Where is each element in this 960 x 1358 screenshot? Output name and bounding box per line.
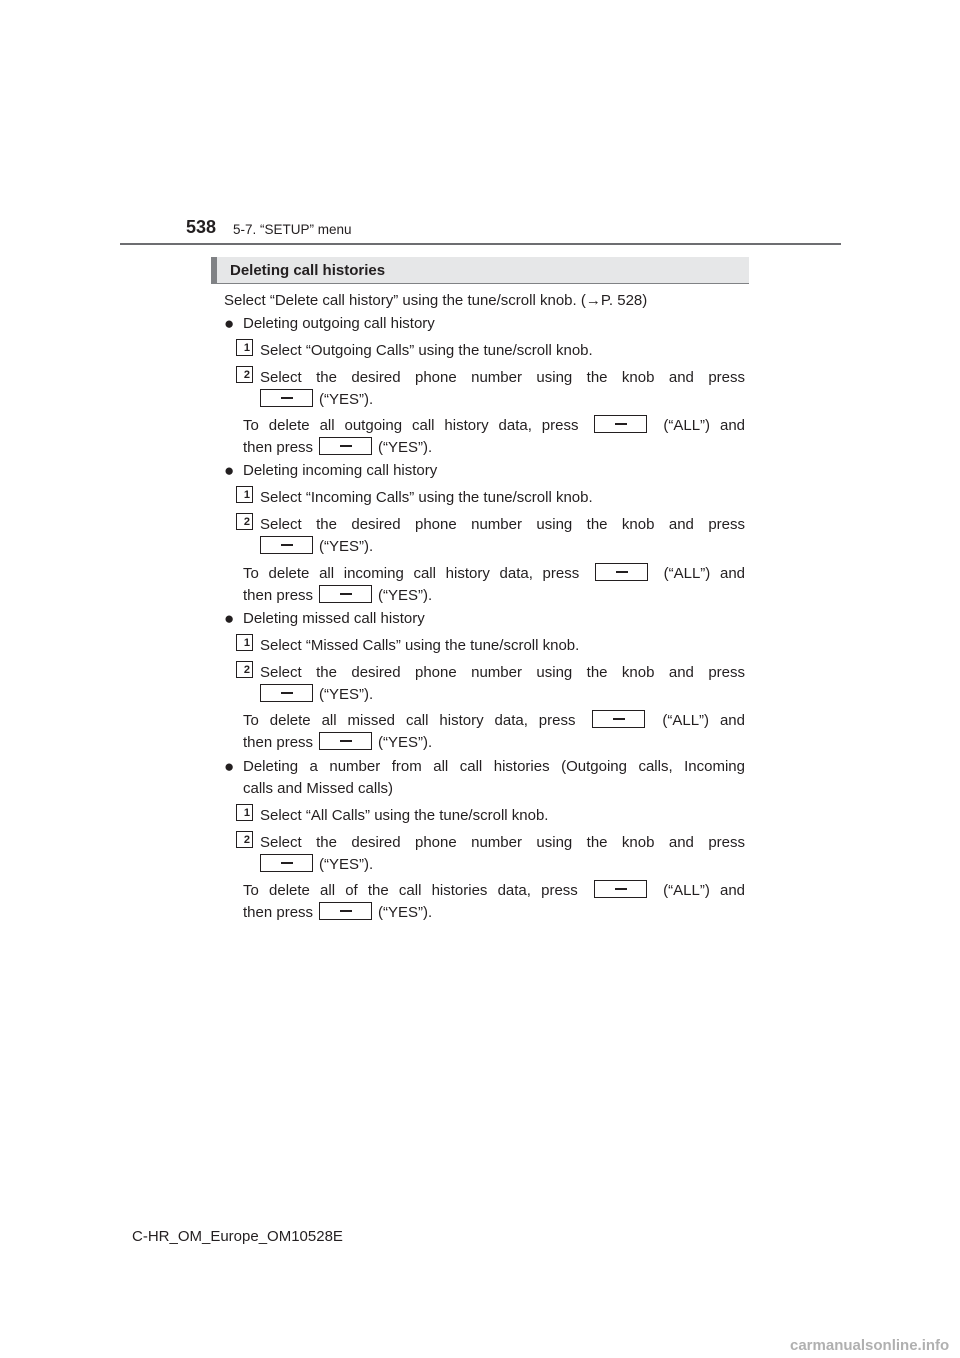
all-before: To delete all outgoing call history data, press (243, 417, 579, 434)
footer-doc-id: C-HR_OM_Europe_OM10528E (132, 1228, 343, 1245)
bullet-all (224, 756, 745, 778)
step-2-text: Select the desired phone number using the knob and press (260, 516, 745, 533)
yes-label: (“YES”). (319, 686, 374, 703)
step-2-box: 2 (236, 831, 253, 848)
then-line (224, 585, 745, 607)
yes-button-icon (260, 389, 313, 407)
step-2-text: Select the desired phone number using the knob and press (260, 369, 745, 386)
then-line (224, 732, 745, 754)
then-yes: (“YES”). (378, 734, 433, 751)
intro-text: Select “Delete call history” using the tune/scroll knob. (→P. 528) (224, 292, 648, 309)
section-title: 5-7. “SETUP” menu (233, 222, 352, 237)
all-line (224, 880, 745, 902)
step-1-text: Select “Incoming Calls” using the tune/scroll knob. (260, 489, 593, 506)
step-1-box: 1 (236, 486, 253, 503)
bullet-label: Deleting outgoing call history (243, 315, 435, 332)
bullet-icon: ● (224, 314, 235, 333)
all-button-icon (594, 415, 647, 433)
yes-label: (“YES”). (319, 538, 374, 555)
then-yes: (“YES”). (378, 587, 433, 604)
step-1-text: Select “Outgoing Calls” using the tune/scroll knob. (260, 342, 593, 359)
then-press: then press (243, 439, 314, 456)
heading-underline (211, 283, 749, 284)
then-press: then press (243, 587, 314, 604)
heading-text: Deleting call histories (230, 262, 386, 279)
yes-button-icon (260, 536, 313, 554)
yes-line (224, 854, 745, 876)
yes-line (224, 536, 745, 558)
then-button-icon (319, 902, 372, 920)
heading-bar (211, 257, 749, 283)
all-button-icon (594, 880, 647, 898)
then-button-icon (319, 585, 372, 603)
step-2-text: Select the desired phone number using the knob and press (260, 664, 745, 681)
step-2-box: 2 (236, 513, 253, 530)
bullet-label-line2: calls and Missed calls) (243, 780, 394, 797)
all-line (224, 563, 745, 585)
all-after: (“ALL”) and (663, 565, 746, 582)
then-button-icon (319, 437, 372, 455)
step-2-text: Select the desired phone number using the knob and press (260, 834, 745, 851)
all-before: To delete all missed call history data, press (243, 712, 576, 729)
bullet-label: Deleting missed call history (243, 610, 425, 627)
all-line (224, 415, 745, 437)
then-yes: (“YES”). (378, 904, 433, 921)
page-number: 538 (186, 217, 217, 237)
step-2-box: 2 (236, 661, 253, 678)
then-yes: (“YES”). (378, 439, 433, 456)
yes-label: (“YES”). (319, 391, 374, 408)
yes-line (224, 684, 745, 706)
bullet-icon: ● (224, 609, 235, 628)
step-1-box: 1 (236, 339, 253, 356)
all-before: To delete all of the call histories data, press (243, 882, 578, 899)
then-button-icon (319, 732, 372, 750)
yes-button-icon (260, 684, 313, 702)
step-1-box: 1 (236, 804, 253, 821)
then-line (224, 437, 745, 459)
all-line (224, 710, 745, 732)
all-after: (“ALL”) and (663, 882, 746, 899)
watermark: carmanualsonline.info (790, 1337, 950, 1354)
bullet-label-line1: Deleting a number from all call histories (Outgoing calls, Incoming (243, 758, 745, 775)
step-1-text: Select “All Calls” using the tune/scroll knob. (260, 807, 549, 824)
step-2-box: 2 (236, 366, 253, 383)
bullet-label: Deleting incoming call history (243, 462, 438, 479)
all-after: (“ALL”) and (663, 417, 745, 434)
all-after: (“ALL”) and (662, 712, 745, 729)
all-button-icon (595, 563, 648, 581)
header-rule (120, 243, 841, 245)
step-1-text: Select “Missed Calls” using the tune/scroll knob. (260, 637, 580, 654)
all-before: To delete all incoming call history data, press (243, 565, 580, 582)
yes-button-icon (260, 854, 313, 872)
yes-label: (“YES”). (319, 856, 374, 873)
then-line (224, 902, 745, 924)
bullet-icon: ● (224, 461, 235, 480)
then-press: then press (243, 734, 314, 751)
bullet-outgoing (224, 313, 745, 335)
then-press: then press (243, 904, 314, 921)
bullet-missed (224, 608, 745, 630)
step-1-box: 1 (236, 634, 253, 651)
bullet-icon: ● (224, 757, 235, 776)
yes-line (224, 389, 745, 411)
bullet-incoming (224, 460, 745, 482)
all-button-icon (592, 710, 645, 728)
